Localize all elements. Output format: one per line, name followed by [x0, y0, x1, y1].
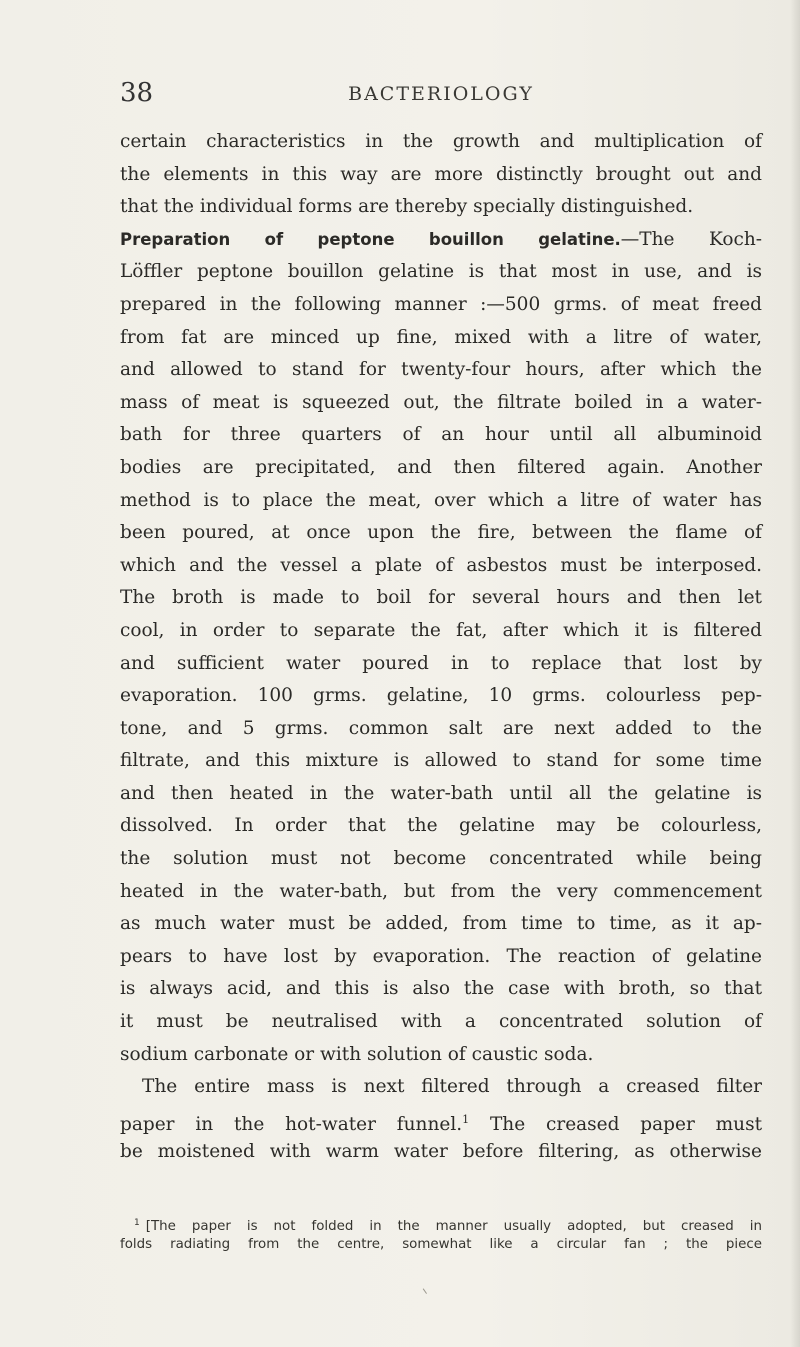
text-line: and then heated in the water-bath until all the gelatine is	[120, 782, 762, 804]
footnote-text: [The paper is not folded in the manner usually adopted, but creased in	[145, 1219, 762, 1234]
text-line: that the individual forms are thereby specially distinguished.	[120, 196, 694, 218]
text-line: heated in the water-bath, but from the very commencement	[120, 880, 762, 902]
text-line: been poured, at once upon the fire, between the flame of	[120, 522, 762, 544]
text-line: which and the vessel a plate of asbestos must be interposed.	[120, 554, 762, 576]
page-edge-shadow	[790, 0, 800, 1347]
text-line: The entire mass is next filtered through a creased filter	[142, 1076, 762, 1098]
text-line: be moistened with warm water before filtering, as otherwise	[120, 1141, 762, 1163]
text-fragment: paper in the hot-water funnel.	[120, 1113, 463, 1135]
text-line: bath for three quarters of an hour until all albuminoid	[120, 424, 762, 446]
text-line: certain characteristics in the growth and multiplication of	[120, 131, 762, 152]
page-number: 38	[120, 78, 154, 108]
text-line: method is to place the meat, over which a litre of water has	[120, 489, 762, 511]
text-line: evaporation. 100 grms. gelatine, 10 grms. colourless pep-	[120, 685, 762, 707]
text-line: the solution must not become concentrated while being	[120, 848, 762, 870]
text-line: is always acid, and this is also the case with broth, so that	[120, 978, 762, 1000]
running-head: BACTERIOLOGY	[348, 83, 534, 105]
text-line: bodies are precipitated, and then filtered again. Another	[120, 456, 762, 478]
paper-mark	[423, 1286, 431, 1294]
section-heading: Preparation of peptone bouillon gelatine.	[120, 229, 621, 249]
text-line: filtrate, and this mixture is allowed to stand for some time	[120, 750, 762, 772]
section-heading-line	[120, 224, 762, 257]
text-line: Löffler peptone bouillon gelatine is that most in use, and is	[120, 261, 762, 283]
text-line: The broth is made to boil for several hours and then let	[120, 587, 762, 609]
text-line: it must be neutralised with a concentrated solution of	[120, 1011, 762, 1033]
text-line: pears to have lost by evaporation. The reaction of gelatine	[120, 945, 762, 967]
footnote-line: folds radiating from the centre, somewhat like a circular fan ; the piece	[120, 1237, 762, 1252]
section-heading-continuation: —The Koch-	[620, 228, 762, 250]
body-text	[120, 126, 762, 1169]
text-line: mass of meat is squeezed out, the filtrate boiled in a water-	[120, 391, 762, 413]
text-line: as much water must be added, from time to time, as it ap-	[120, 913, 762, 935]
text-line: tone, and 5 grms. common salt are next added to the	[120, 717, 762, 739]
text-fragment: The creased paper must	[469, 1113, 762, 1135]
text-line: cool, in order to separate the fat, after which it is filtered	[120, 619, 762, 641]
text-line: and allowed to stand for twenty-four hours, after which the	[120, 359, 762, 381]
text-line: prepared in the following manner :—500 grms. of meat freed	[120, 293, 762, 315]
footnote-reference[interactable]: 1	[462, 1112, 470, 1126]
footnote-line	[120, 1213, 762, 1234]
text-line: the elements in this way are more distinctly brought out and	[120, 163, 762, 185]
text-line: from fat are minced up fine, mixed with a litre of water,	[120, 326, 762, 348]
text-line: and sufficient water poured in to replace that lost by	[120, 652, 762, 674]
text-line: sodium carbonate or with solution of caustic soda.	[120, 1043, 594, 1065]
footnote-marker: 1	[134, 1218, 140, 1228]
page-header	[120, 78, 762, 108]
footnote	[120, 1213, 762, 1255]
text-line: dissolved. In order that the gelatine may be colourless,	[120, 815, 762, 837]
text-line-with-note	[120, 1104, 762, 1137]
